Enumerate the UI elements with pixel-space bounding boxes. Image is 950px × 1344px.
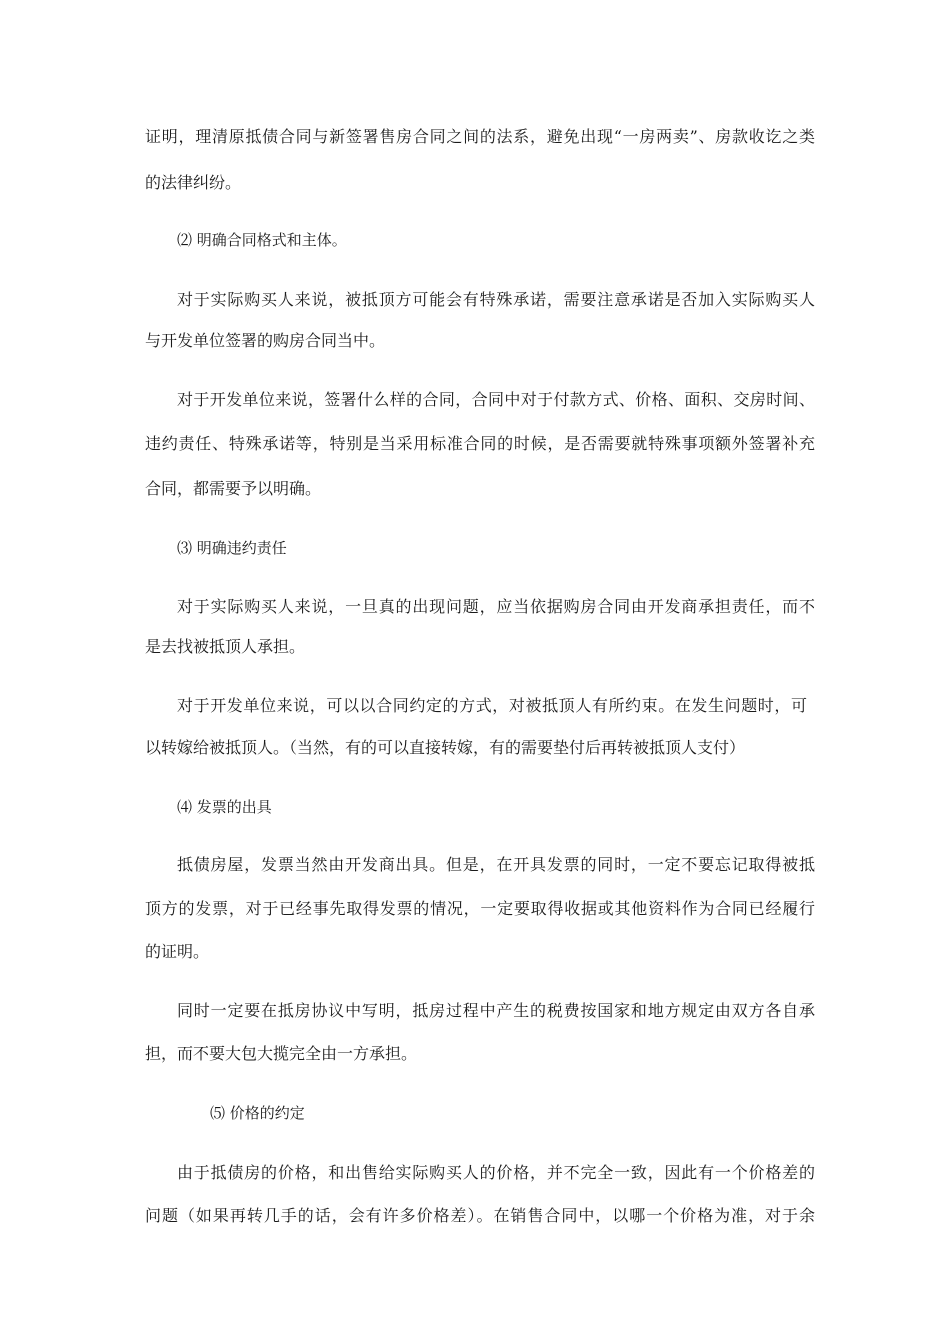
- paragraph-line: 的法律纠纷。: [145, 173, 242, 192]
- paragraph-line: 对于实际购买人来说，被抵顶方可能会有特殊承诺，需要注意承诺是否加入实际购买人: [177, 290, 815, 309]
- section-heading: ⑶ 明确违约责任: [177, 539, 287, 557]
- paragraph-line: 对于开发单位来说，可以以合同约定的方式，对被抵顶人有所约束。在发生问题时，可: [177, 696, 807, 715]
- paragraph-line: 抵债房屋，发票当然由开发商出具。但是，在开具发票的同时，一定不要忘记取得被抵: [177, 855, 815, 874]
- section-heading: ⑷ 发票的出具: [177, 798, 272, 816]
- paragraph-line: 与开发单位签署的购房合同当中。: [145, 331, 386, 350]
- paragraph-line: 问题（如果再转几手的话，会有许多价格差）。在销售合同中，以哪一个价格为准，对于余: [145, 1206, 815, 1225]
- paragraph-line: 顶方的发票，对于已经事先取得发票的情况，一定要取得收据或其他资料作为合同已经履行: [145, 899, 815, 918]
- section-heading: ⑸ 价格的约定: [210, 1104, 305, 1122]
- paragraph-line: 对于实际购买人来说，一旦真的出现问题，应当依据购房合同由开发商承担责任，而不: [177, 597, 815, 616]
- paragraph-line: 同时一定要在抵房协议中写明，抵房过程中产生的税费按国家和地方规定由双方各自承: [177, 1001, 815, 1020]
- paragraph-line: 以转嫁给被抵顶人。（当然，有的可以直接转嫁，有的需要垫付后再转被抵顶人支付）: [145, 738, 746, 757]
- paragraph-line: 担，而不要大包大揽完全由一方承担。: [145, 1044, 418, 1063]
- paragraph-line: 是去找被抵顶人承担。: [145, 637, 306, 656]
- section-heading: ⑵ 明确合同格式和主体。: [177, 231, 347, 249]
- paragraph-line: 对于开发单位来说，签署什么样的合同，合同中对于付款方式、价格、面积、交房时间、: [177, 390, 815, 409]
- paragraph-line: 由于抵债房的价格，和出售给实际购买人的价格，并不完全一致，因此有一个价格差的: [177, 1163, 815, 1182]
- paragraph-line: 合同，都需要予以明确。: [145, 479, 322, 498]
- paragraph-line: 的证明。: [145, 942, 210, 961]
- paragraph-line: 违约责任、特殊承诺等，特别是当采用标准合同的时候，是否需要就特殊事项额外签署补充: [145, 434, 815, 453]
- paragraph-line: 证明，理清原抵债合同与新签署售房合同之间的法系，避免出现“一房两卖”、房款收讫之类: [145, 127, 815, 146]
